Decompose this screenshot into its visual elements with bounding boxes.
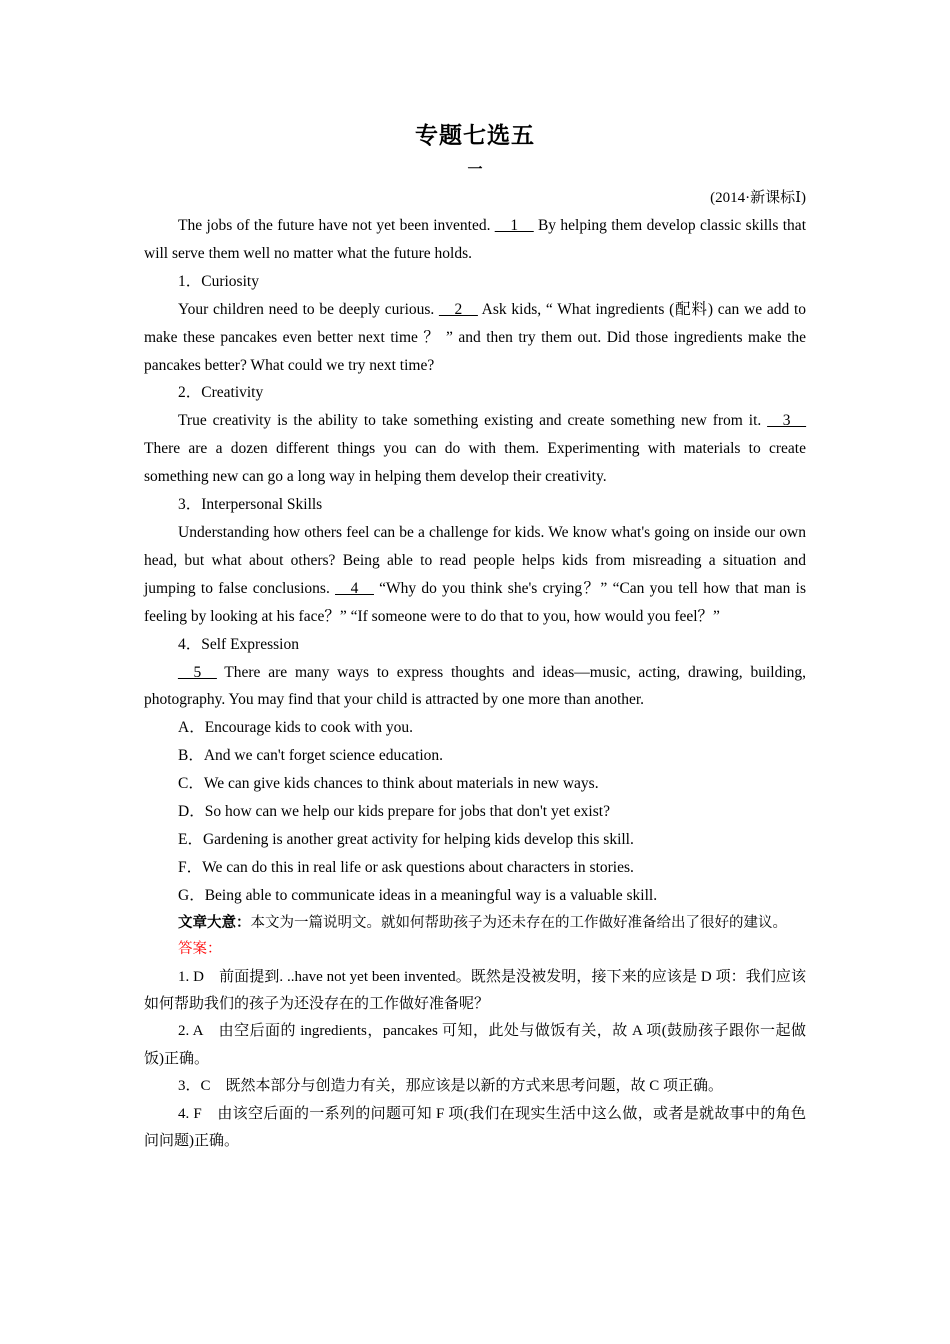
answer-2: 2. A 由空后面的 ingredients，pancakes 可知，此处与做饭有关，故 A 项(鼓励孩子跟你一起做饭)正确。 bbox=[144, 1023, 806, 1067]
passage-paragraph-2: Your children need to be deeply curious. __2__ Ask kids, “ What ingredients (配料) can we add to make these pancakes even better next time ？ ” and then try them out. Did those ingredients make the pancakes better? What could we try next time? bbox=[144, 300, 807, 374]
heading-self-expression: 4．Self Expression bbox=[178, 635, 299, 653]
source-label: (2014·新课标Ⅰ) bbox=[710, 190, 806, 206]
section-mark: 一 bbox=[467, 160, 483, 178]
blank-2: __2__ bbox=[439, 300, 478, 318]
heading-interpersonal: 3．Interpersonal Skills bbox=[178, 496, 323, 514]
document-page bbox=[144, 118, 806, 1155]
page-title: 专题七选五 bbox=[415, 123, 535, 149]
option-a: A．Encourage kids to cook with you. bbox=[178, 719, 414, 737]
option-c: C．We can give kids chances to think about materials in new ways. bbox=[178, 775, 599, 793]
blank-4: __4__ bbox=[335, 579, 374, 597]
answer-1: 1. D 前面提到. ..have not yet been invented。既然是没被发明，接下来的应该是 D 项：我们应该如何帮助我们的孩子为还没存在的工作做好准备呢？ bbox=[144, 968, 806, 1012]
blank-1: __1__ bbox=[494, 217, 534, 234]
blank-5: __5__ bbox=[178, 663, 217, 681]
passage-paragraph-1: The jobs of the future have not yet been invented. __1__ By helping them develop classic skills that will serve them well no matter what the future holds. bbox=[144, 217, 806, 262]
passage-paragraph-4: Understanding how others feel can be a challenge for kids. We know what's going on inside our own head, but what about others? Being able to read people helps kids from misreading a situation and jumping to false conclusions. __4__ “Why do you think she's crying？” “Can you tell how that man is feeling by looking at his face？” “If someone were to do that to you, how would you feel？” bbox=[144, 523, 806, 625]
option-b: B．And we can't forget science education. bbox=[178, 747, 444, 765]
option-f: F．We can do this in real life or ask questions about characters in stories. bbox=[178, 858, 634, 876]
heading-curiosity: 1．Curiosity bbox=[178, 272, 259, 290]
answer-label: 答案： bbox=[178, 940, 222, 957]
heading-creativity: 2．Creativity bbox=[178, 384, 264, 402]
option-e: E．Gardening is another great activity for helping kids develop this skill. bbox=[178, 830, 634, 848]
answer-3: 3．C 既然本部分与创造力有关，那应该是以新的方式来思考问题，故 C 项正确。 bbox=[178, 1078, 724, 1095]
passage-paragraph-3: True creativity is the ability to take something existing and create something new from it. __3__ There are a dozen different things you can do with them. Experimenting with materials to create something new can go a long way in helping them develop their creativity. bbox=[144, 412, 806, 486]
blank-3: __3__ bbox=[767, 412, 806, 430]
summary bbox=[144, 910, 806, 936]
answer-4: 4. F 由该空后面的一系列的问题可知 F 项(我们在现实生活中这么做，或者是就故事中的角色问问题)正确。 bbox=[144, 1105, 806, 1149]
answers-list bbox=[144, 964, 806, 1156]
option-g: G．Being able to communicate ideas in a meaningful way is a valuable skill. bbox=[178, 886, 658, 904]
option-d: D．So how can we help our kids prepare for jobs that don't yet exist? bbox=[178, 803, 610, 821]
options-list bbox=[144, 714, 806, 909]
summary-text: 本文为一篇说明文。就如何帮助孩子为还未存在的工作做好准备给出了很好的建议。 bbox=[250, 914, 787, 931]
summary-label: 文章大意： bbox=[178, 914, 251, 931]
passage-paragraph-5: __5__ There are many ways to express thoughts and ideas—music, acting, drawing, building, photography. You may find that your child is attracted by one more than another. bbox=[144, 663, 806, 709]
